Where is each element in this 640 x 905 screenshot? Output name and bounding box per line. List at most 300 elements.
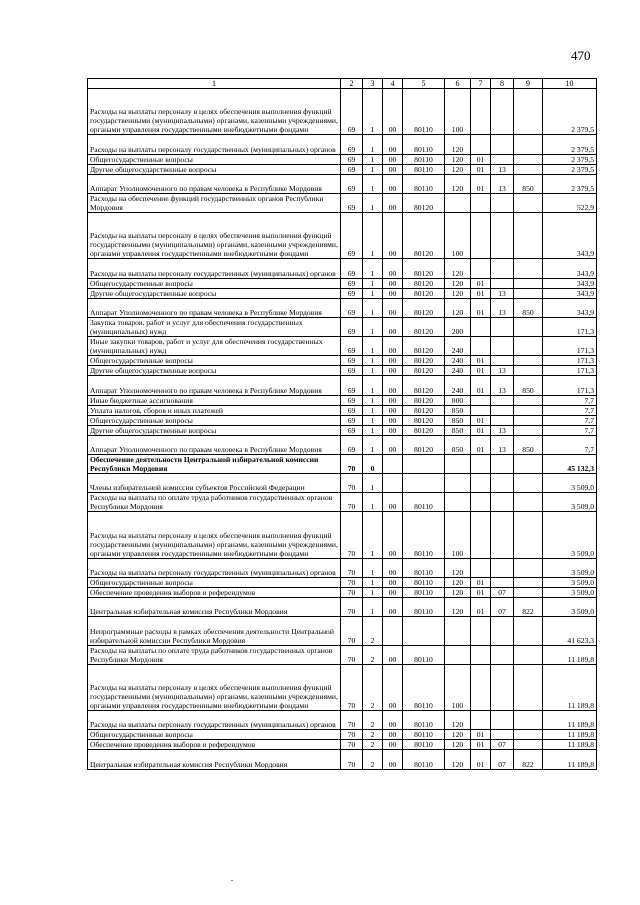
subchapter-cell: [491, 645, 514, 664]
program-code-cell: 00: [383, 376, 403, 395]
direction-code-cell: 80110: [403, 154, 445, 164]
subsection-code-cell: 1: [363, 288, 383, 298]
chapter-cell: 01: [471, 577, 491, 587]
subsection-code-cell: 1: [363, 366, 383, 376]
table-row: [88, 454, 597, 473]
program-code-cell: 00: [383, 317, 403, 336]
amount-cell: 171,3: [543, 366, 597, 376]
program-code-cell: [383, 474, 403, 493]
direction-code-cell: 80120: [403, 356, 445, 366]
section-code-cell: 70: [341, 750, 363, 769]
program-code-cell: 00: [383, 588, 403, 598]
ministry-code-cell: [514, 711, 543, 730]
section-code-cell: 69: [341, 259, 363, 278]
expense-type-cell: 120: [445, 278, 471, 288]
expense-name-cell: Общегосударственные вопросы: [88, 415, 341, 425]
ministry-code-cell: [514, 337, 543, 356]
expense-type-cell: [445, 193, 471, 212]
subchapter-cell: 07: [491, 750, 514, 769]
expense-name-cell: Аппарат Уполномоченного по правам человека в Республике Мордовия: [88, 174, 341, 193]
amount-cell: 3 509,0: [543, 493, 597, 512]
direction-code-cell: 80110: [403, 588, 445, 598]
expense-name-cell: Центральная избирательная комиссия Республики Мордовия: [88, 598, 341, 617]
expense-type-cell: 850: [445, 425, 471, 435]
table-row: [88, 366, 597, 376]
subsection-code-cell: 1: [363, 135, 383, 154]
ministry-code-cell: 822: [514, 750, 543, 769]
subsection-code-cell: 1: [363, 278, 383, 288]
expense-type-cell: 100: [445, 664, 471, 710]
table-row: [88, 645, 597, 664]
column-header: 5: [403, 79, 445, 89]
table-row: [88, 711, 597, 730]
chapter-cell: [471, 493, 491, 512]
direction-code-cell: 80120: [403, 425, 445, 435]
subchapter-cell: [491, 415, 514, 425]
column-header: 10: [543, 79, 597, 89]
amount-cell: 7,7: [543, 425, 597, 435]
table-row: [88, 395, 597, 405]
section-code-cell: 70: [341, 454, 363, 473]
direction-code-cell: 80120: [403, 259, 445, 278]
table-header-row: [88, 79, 597, 89]
section-code-cell: 69: [341, 164, 363, 174]
section-code-cell: 70: [341, 740, 363, 750]
direction-code-cell: 80120: [403, 298, 445, 317]
chapter-cell: [471, 135, 491, 154]
subchapter-cell: 13: [491, 376, 514, 395]
table-row: [88, 298, 597, 317]
subchapter-cell: [491, 193, 514, 212]
subsection-code-cell: 1: [363, 213, 383, 259]
subchapter-cell: 13: [491, 174, 514, 193]
table-row: [88, 435, 597, 454]
amount-cell: 171,3: [543, 376, 597, 395]
expense-type-cell: 120: [445, 598, 471, 617]
subsection-code-cell: 2: [363, 750, 383, 769]
section-code-cell: 69: [341, 395, 363, 405]
amount-cell: 343,9: [543, 298, 597, 317]
direction-code-cell: [403, 454, 445, 473]
subsection-code-cell: 1: [363, 493, 383, 512]
ministry-code-cell: [514, 395, 543, 405]
subsection-code-cell: 1: [363, 298, 383, 317]
chapter-cell: 01: [471, 376, 491, 395]
direction-code-cell: 80120: [403, 415, 445, 425]
table-row: [88, 89, 597, 135]
table-row: [88, 288, 597, 298]
expense-name-cell: Общегосударственные вопросы: [88, 154, 341, 164]
ministry-code-cell: [514, 366, 543, 376]
subchapter-cell: [491, 493, 514, 512]
subchapter-cell: [491, 711, 514, 730]
subchapter-cell: 07: [491, 740, 514, 750]
amount-cell: 2 379,5: [543, 174, 597, 193]
expense-name-cell: Расходы на выплаты персоналу государственных (муниципальных) органов: [88, 135, 341, 154]
direction-code-cell: [403, 617, 445, 645]
ministry-code-cell: [514, 740, 543, 750]
table-row: [88, 376, 597, 395]
amount-cell: 7,7: [543, 435, 597, 454]
program-code-cell: 00: [383, 337, 403, 356]
table-row: [88, 750, 597, 769]
expense-name-cell: Обеспечение проведения выборов и референдумов: [88, 588, 341, 598]
column-header: 9: [514, 79, 543, 89]
expense-name-cell: Закупка товаров, работ и услуг для обеспечения государственных (муниципальных) нужд: [88, 317, 341, 336]
ministry-code-cell: [514, 730, 543, 740]
direction-code-cell: 80120: [403, 288, 445, 298]
section-code-cell: 69: [341, 317, 363, 336]
table-row: [88, 415, 597, 425]
program-code-cell: 00: [383, 89, 403, 135]
table-row: [88, 474, 597, 493]
amount-cell: 7,7: [543, 415, 597, 425]
direction-code-cell: 80110: [403, 598, 445, 617]
chapter-cell: [471, 474, 491, 493]
program-code-cell: 00: [383, 435, 403, 454]
subchapter-cell: [491, 395, 514, 405]
direction-code-cell: 80110: [403, 493, 445, 512]
expense-type-cell: [445, 617, 471, 645]
expense-name-cell: Другие общегосударственные вопросы: [88, 366, 341, 376]
chapter-cell: 01: [471, 588, 491, 598]
amount-cell: 7,7: [543, 395, 597, 405]
subsection-code-cell: 2: [363, 664, 383, 710]
section-code-cell: 69: [341, 425, 363, 435]
ministry-code-cell: 850: [514, 174, 543, 193]
expense-type-cell: [445, 645, 471, 664]
ministry-code-cell: [514, 89, 543, 135]
table-row: [88, 588, 597, 598]
direction-code-cell: 80110: [403, 89, 445, 135]
expense-name-cell: Центральная избирательная комиссия Республики Мордовия: [88, 750, 341, 769]
expense-type-cell: 850: [445, 415, 471, 425]
section-code-cell: 69: [341, 135, 363, 154]
expense-name-cell: Расходы на выплаты персоналу государственных (муниципальных) органов: [88, 259, 341, 278]
section-code-cell: 70: [341, 617, 363, 645]
subsection-code-cell: 1: [363, 512, 383, 558]
program-code-cell: 00: [383, 213, 403, 259]
chapter-cell: 01: [471, 750, 491, 769]
table-row: [88, 337, 597, 356]
table-row: [88, 405, 597, 415]
subsection-code-cell: 2: [363, 730, 383, 740]
expense-type-cell: 120: [445, 740, 471, 750]
subchapter-cell: [491, 405, 514, 415]
subchapter-cell: [491, 356, 514, 366]
direction-code-cell: 80120: [403, 278, 445, 288]
chapter-cell: 01: [471, 356, 491, 366]
amount-cell: 343,9: [543, 278, 597, 288]
program-code-cell: 00: [383, 259, 403, 278]
section-code-cell: 70: [341, 645, 363, 664]
expense-type-cell: 120: [445, 135, 471, 154]
section-code-cell: 69: [341, 356, 363, 366]
section-code-cell: 70: [341, 558, 363, 577]
section-code-cell: 70: [341, 588, 363, 598]
table-row: [88, 317, 597, 336]
chapter-cell: 01: [471, 174, 491, 193]
subchapter-cell: [491, 454, 514, 473]
amount-cell: 3 509,0: [543, 512, 597, 558]
direction-code-cell: 80110: [403, 711, 445, 730]
expense-type-cell: 120: [445, 577, 471, 587]
subchapter-cell: [491, 474, 514, 493]
amount-cell: 11 189,8: [543, 711, 597, 730]
section-code-cell: 69: [341, 174, 363, 193]
section-code-cell: 69: [341, 376, 363, 395]
ministry-code-cell: [514, 278, 543, 288]
direction-code-cell: 80120: [403, 395, 445, 405]
expense-type-cell: 240: [445, 356, 471, 366]
ministry-code-cell: 850: [514, 376, 543, 395]
program-code-cell: 00: [383, 174, 403, 193]
subsection-code-cell: 2: [363, 645, 383, 664]
program-code-cell: 00: [383, 356, 403, 366]
table-row: [88, 740, 597, 750]
section-code-cell: 69: [341, 298, 363, 317]
subchapter-cell: 13: [491, 298, 514, 317]
subchapter-cell: [491, 278, 514, 288]
subchapter-cell: [491, 664, 514, 710]
subchapter-cell: 13: [491, 164, 514, 174]
program-code-cell: 00: [383, 288, 403, 298]
amount-cell: 522,9: [543, 193, 597, 212]
subchapter-cell: [491, 512, 514, 558]
subsection-code-cell: 1: [363, 558, 383, 577]
subsection-code-cell: 2: [363, 740, 383, 750]
table-row: [88, 259, 597, 278]
direction-code-cell: 80110: [403, 740, 445, 750]
chapter-cell: 01: [471, 740, 491, 750]
chapter-cell: [471, 337, 491, 356]
ministry-code-cell: [514, 164, 543, 174]
expense-name-cell: Непрограммные расходы в рамках обеспечения деятельности Центральной избирательной комиссии Республики Мордовия: [88, 617, 341, 645]
amount-cell: 3 509,0: [543, 598, 597, 617]
expense-name-cell: Расходы на выплаты персоналу государственных (муниципальных) органов: [88, 558, 341, 577]
expense-type-cell: 120: [445, 154, 471, 164]
expense-type-cell: 800: [445, 395, 471, 405]
expense-type-cell: 120: [445, 558, 471, 577]
section-code-cell: 70: [341, 493, 363, 512]
ministry-code-cell: [514, 213, 543, 259]
expense-name-cell: Другие общегосударственные вопросы: [88, 164, 341, 174]
subchapter-cell: 07: [491, 588, 514, 598]
ministry-code-cell: [514, 154, 543, 164]
direction-code-cell: 80110: [403, 558, 445, 577]
table-row: [88, 617, 597, 645]
chapter-cell: 01: [471, 366, 491, 376]
amount-cell: 171,3: [543, 337, 597, 356]
chapter-cell: [471, 193, 491, 212]
ministry-code-cell: [514, 512, 543, 558]
subchapter-cell: [491, 617, 514, 645]
table-row: [88, 558, 597, 577]
chapter-cell: [471, 454, 491, 473]
table-row: [88, 164, 597, 174]
subsection-code-cell: 1: [363, 164, 383, 174]
section-code-cell: 70: [341, 512, 363, 558]
amount-cell: 2 379,5: [543, 89, 597, 135]
chapter-cell: [471, 395, 491, 405]
section-code-cell: 70: [341, 474, 363, 493]
program-code-cell: 00: [383, 740, 403, 750]
expense-type-cell: 100: [445, 213, 471, 259]
expense-name-cell: Расходы на выплаты персоналу в целях обеспечения выполнения функций государственными (муниципальными) органами, казенными учреждениями, органами управления государственными внебюджетными фондами: [88, 512, 341, 558]
amount-cell: 3 509,0: [543, 588, 597, 598]
amount-cell: 11 189,8: [543, 664, 597, 710]
direction-code-cell: 80110: [403, 645, 445, 664]
expense-type-cell: 120: [445, 259, 471, 278]
program-code-cell: 00: [383, 135, 403, 154]
direction-code-cell: 80120: [403, 193, 445, 212]
program-code-cell: 00: [383, 664, 403, 710]
expense-name-cell: Расходы на выплаты персоналу в целях обеспечения выполнения функций государственными (муниципальными) органами, казенными учреждениями, органами управления государственными внебюджетными фондами: [88, 664, 341, 710]
program-code-cell: 00: [383, 558, 403, 577]
expense-name-cell: Обеспечение проведения выборов и референдумов: [88, 740, 341, 750]
subsection-code-cell: 1: [363, 317, 383, 336]
ministry-code-cell: 822: [514, 598, 543, 617]
amount-cell: 3 509,0: [543, 577, 597, 587]
chapter-cell: 01: [471, 598, 491, 617]
column-header: 2: [341, 79, 363, 89]
ministry-code-cell: [514, 645, 543, 664]
direction-code-cell: 80110: [403, 164, 445, 174]
expense-type-cell: 120: [445, 588, 471, 598]
ministry-code-cell: [514, 664, 543, 710]
amount-cell: 11 189,8: [543, 740, 597, 750]
table-row: [88, 493, 597, 512]
subsection-code-cell: 1: [363, 435, 383, 454]
section-code-cell: 70: [341, 598, 363, 617]
direction-code-cell: 80110: [403, 750, 445, 769]
amount-cell: 7,7: [543, 405, 597, 415]
ministry-code-cell: [514, 558, 543, 577]
chapter-cell: [471, 259, 491, 278]
column-header: 7: [471, 79, 491, 89]
program-code-cell: 00: [383, 298, 403, 317]
table-row: [88, 598, 597, 617]
table-row: [88, 174, 597, 193]
chapter-cell: 01: [471, 164, 491, 174]
subsection-code-cell: 1: [363, 356, 383, 366]
table-row: [88, 154, 597, 164]
ministry-code-cell: [514, 415, 543, 425]
direction-code-cell: 80110: [403, 664, 445, 710]
section-code-cell: 70: [341, 730, 363, 740]
program-code-cell: 00: [383, 425, 403, 435]
expense-type-cell: 100: [445, 512, 471, 558]
expense-name-cell: Иные закупки товаров, работ и услуг для обеспечения государственных (муниципальных) нужд: [88, 337, 341, 356]
expense-type-cell: 850: [445, 405, 471, 415]
subsection-code-cell: 1: [363, 193, 383, 212]
subsection-code-cell: 1: [363, 174, 383, 193]
table-row: [88, 213, 597, 259]
chapter-cell: [471, 89, 491, 135]
expense-name-cell: Обеспечение деятельности Центральной избирательной комиссии Республики Мордовия: [88, 454, 341, 473]
expense-name-cell: Другие общегосударственные вопросы: [88, 288, 341, 298]
amount-cell: 11 189,8: [543, 730, 597, 740]
ministry-code-cell: [514, 617, 543, 645]
expense-name-cell: Аппарат Уполномоченного по правам человека в Республике Мордовия: [88, 376, 341, 395]
subchapter-cell: [491, 730, 514, 740]
program-code-cell: 00: [383, 730, 403, 740]
chapter-cell: [471, 645, 491, 664]
ministry-code-cell: 850: [514, 435, 543, 454]
amount-cell: 343,9: [543, 213, 597, 259]
expense-name-cell: Иные бюджетные ассигнования: [88, 395, 341, 405]
subsection-code-cell: 1: [363, 376, 383, 395]
expense-name-cell: Расходы на обеспечение функций государственных органов Республики Мордовия: [88, 193, 341, 212]
ministry-code-cell: [514, 588, 543, 598]
expense-name-cell: Другие общегосударственные вопросы: [88, 425, 341, 435]
expense-name-cell: Расходы на выплаты по оплате труда работников государственных органов Республики Мордовия: [88, 645, 341, 664]
expense-type-cell: 120: [445, 730, 471, 740]
subchapter-cell: [491, 213, 514, 259]
chapter-cell: [471, 405, 491, 415]
amount-cell: 171,3: [543, 356, 597, 366]
expense-type-cell: 120: [445, 164, 471, 174]
amount-cell: 11 189,8: [543, 750, 597, 769]
direction-code-cell: 80120: [403, 405, 445, 415]
table-row: [88, 512, 597, 558]
expense-type-cell: 120: [445, 711, 471, 730]
subsection-code-cell: 1: [363, 577, 383, 587]
amount-cell: 2 379,5: [543, 135, 597, 154]
chapter-cell: [471, 617, 491, 645]
ministry-code-cell: [514, 288, 543, 298]
table-row: [88, 135, 597, 154]
chapter-cell: 01: [471, 298, 491, 317]
program-code-cell: 00: [383, 405, 403, 415]
expense-type-cell: 850: [445, 435, 471, 454]
subchapter-cell: 07: [491, 598, 514, 617]
ministry-code-cell: [514, 405, 543, 415]
section-code-cell: 69: [341, 435, 363, 454]
section-code-cell: 69: [341, 89, 363, 135]
program-code-cell: 00: [383, 711, 403, 730]
ministry-code-cell: [514, 454, 543, 473]
table-row: [88, 730, 597, 740]
section-code-cell: 69: [341, 337, 363, 356]
expense-name-cell: Аппарат Уполномоченного по правам человека в Республике Мордовия: [88, 435, 341, 454]
ministry-code-cell: [514, 425, 543, 435]
program-code-cell: 00: [383, 493, 403, 512]
expense-type-cell: 120: [445, 298, 471, 317]
expense-name-cell: Общегосударственные вопросы: [88, 730, 341, 740]
column-header: 8: [491, 79, 514, 89]
expense-name-cell: Общегосударственные вопросы: [88, 278, 341, 288]
subchapter-cell: 13: [491, 425, 514, 435]
chapter-cell: 01: [471, 415, 491, 425]
subchapter-cell: 13: [491, 288, 514, 298]
table-row: [88, 356, 597, 366]
subchapter-cell: [491, 558, 514, 577]
expense-type-cell: 100: [445, 89, 471, 135]
chapter-cell: 01: [471, 288, 491, 298]
column-header: 6: [445, 79, 471, 89]
budget-table: [87, 78, 597, 770]
subchapter-cell: [491, 337, 514, 356]
program-code-cell: 00: [383, 598, 403, 617]
section-code-cell: 69: [341, 288, 363, 298]
expense-type-cell: 120: [445, 174, 471, 193]
expense-name-cell: Аппарат Уполномоченного по правам человека в Республике Мордовия: [88, 298, 341, 317]
subsection-code-cell: 2: [363, 711, 383, 730]
section-code-cell: 69: [341, 278, 363, 288]
amount-cell: 41 623,3: [543, 617, 597, 645]
direction-code-cell: 80120: [403, 317, 445, 336]
